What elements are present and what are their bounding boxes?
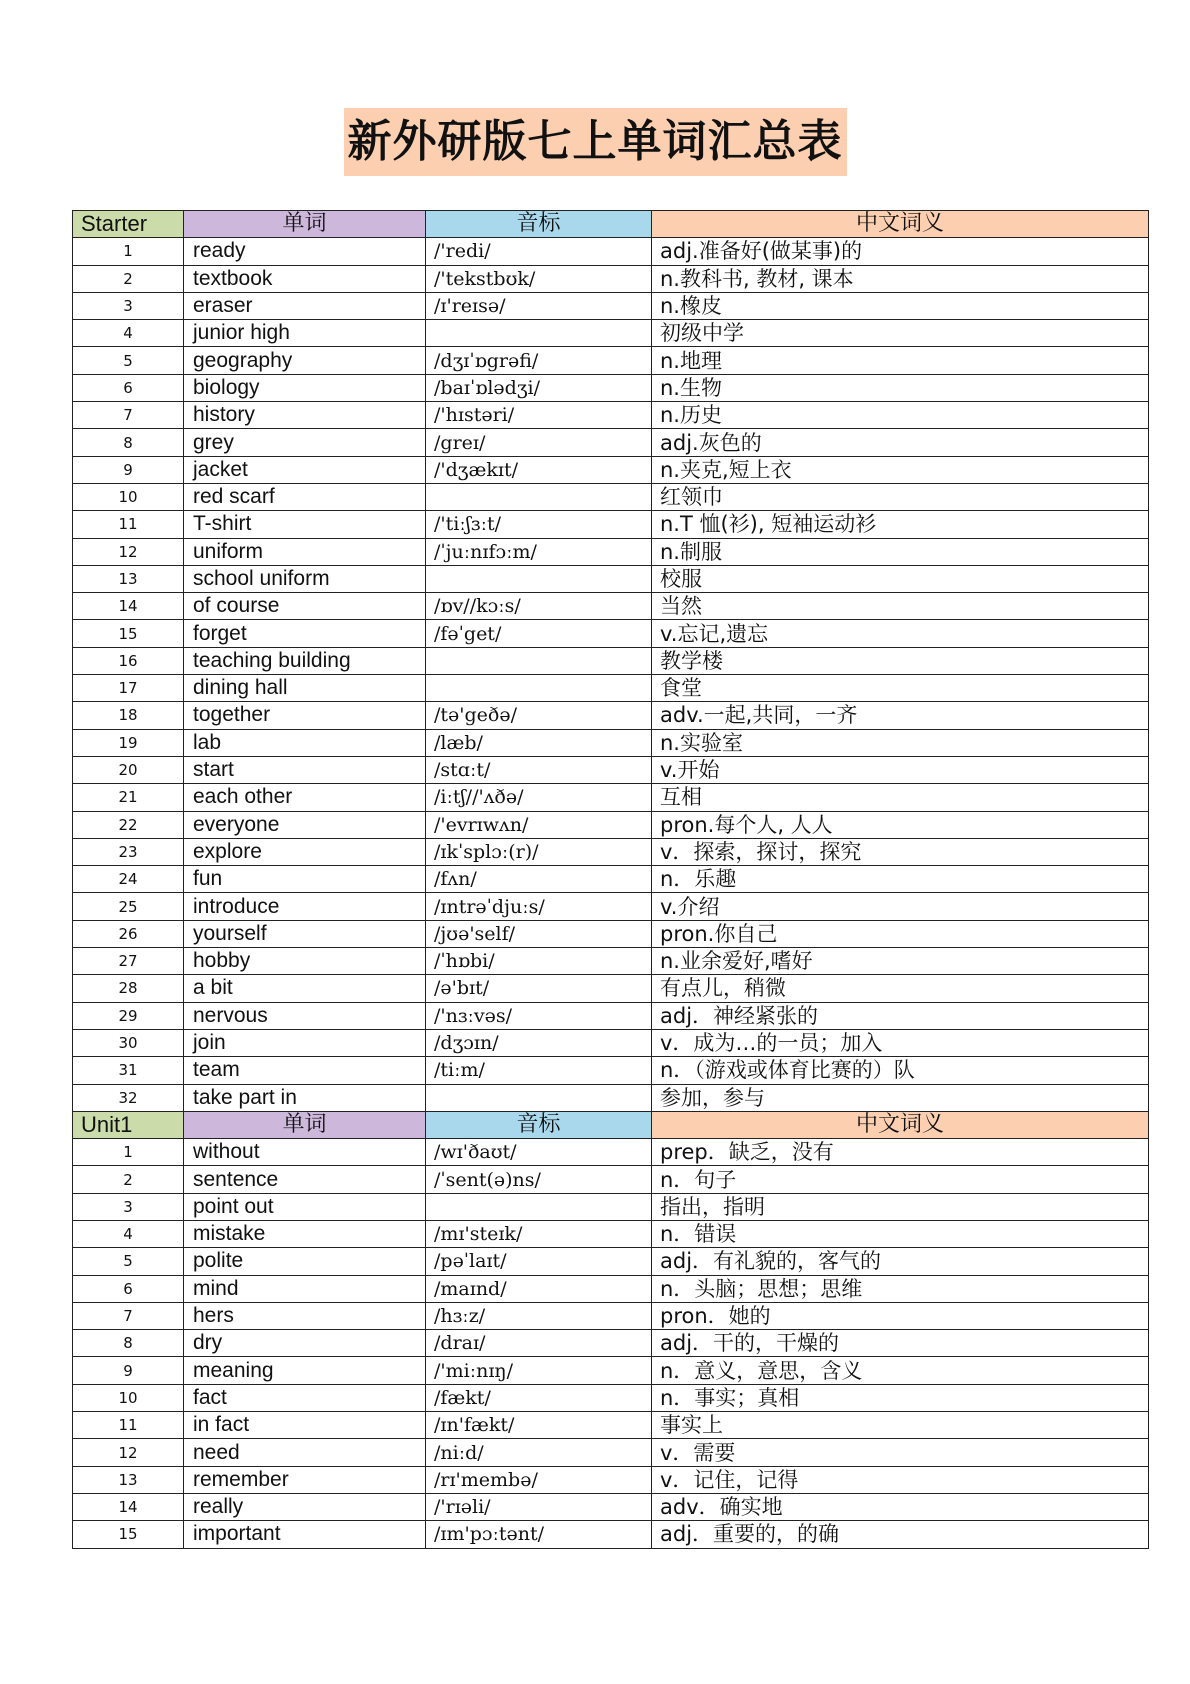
phonetic-transcription: /stɑːt/ bbox=[426, 756, 652, 783]
phonetic-transcription: /ˈsent(ə)ns/ bbox=[426, 1166, 652, 1193]
chinese-meaning: v.忘记,遗忘 bbox=[652, 620, 1149, 647]
phonetic-transcription: /tiːm/ bbox=[426, 1057, 652, 1084]
phonetic-transcription: /dʒɪˈɒgrəfi/ bbox=[426, 347, 652, 374]
chinese-meaning: n．错误 bbox=[652, 1220, 1149, 1247]
ipa-column-header: 音标 bbox=[426, 1111, 652, 1138]
row-number: 13 bbox=[73, 1466, 184, 1493]
word-column-header: 单词 bbox=[184, 211, 426, 238]
section-header-row bbox=[73, 211, 1149, 238]
table-row bbox=[73, 729, 1149, 756]
chinese-meaning: pron.你自己 bbox=[652, 920, 1149, 947]
english-word: fact bbox=[184, 1384, 426, 1411]
chinese-meaning: n．乐趣 bbox=[652, 866, 1149, 893]
chinese-meaning: n.实验室 bbox=[652, 729, 1149, 756]
phonetic-transcription bbox=[426, 565, 652, 592]
english-word: really bbox=[184, 1493, 426, 1520]
chinese-meaning: adj．有礼貌的，客气的 bbox=[652, 1248, 1149, 1275]
chinese-meaning: 红领巾 bbox=[652, 483, 1149, 510]
row-number: 8 bbox=[73, 1330, 184, 1357]
row-number: 2 bbox=[73, 265, 184, 292]
english-word: each other bbox=[184, 784, 426, 811]
row-number: 9 bbox=[73, 1357, 184, 1384]
table-row bbox=[73, 1302, 1149, 1329]
row-number: 22 bbox=[73, 811, 184, 838]
chinese-meaning: 有点儿，稍微 bbox=[652, 975, 1149, 1002]
phonetic-transcription: /ɪkˈsplɔː(r)/ bbox=[426, 838, 652, 865]
phonetic-transcription: /rɪ'membə/ bbox=[426, 1466, 652, 1493]
phonetic-transcription: /ˈjuːnɪfɔːm/ bbox=[426, 538, 652, 565]
table-row bbox=[73, 1439, 1149, 1466]
english-word: forget bbox=[184, 620, 426, 647]
table-row bbox=[73, 1193, 1149, 1220]
row-number: 3 bbox=[73, 292, 184, 319]
english-word: sentence bbox=[184, 1166, 426, 1193]
english-word: lab bbox=[184, 729, 426, 756]
table-row bbox=[73, 538, 1149, 565]
english-word: fun bbox=[184, 866, 426, 893]
english-word: mistake bbox=[184, 1220, 426, 1247]
row-number: 7 bbox=[73, 1302, 184, 1329]
row-number: 1 bbox=[73, 1139, 184, 1166]
phonetic-transcription bbox=[426, 675, 652, 702]
phonetic-transcription: /'tiːʃɜːt/ bbox=[426, 511, 652, 538]
phonetic-transcription: /'nɜːvəs/ bbox=[426, 1002, 652, 1029]
english-word: hers bbox=[184, 1302, 426, 1329]
row-number: 27 bbox=[73, 948, 184, 975]
phonetic-transcription: /'dʒækɪt/ bbox=[426, 456, 652, 483]
english-word: of course bbox=[184, 593, 426, 620]
english-word: uniform bbox=[184, 538, 426, 565]
english-word: together bbox=[184, 702, 426, 729]
table-row bbox=[73, 565, 1149, 592]
chinese-meaning: v．成为…的一员；加入 bbox=[652, 1029, 1149, 1056]
phonetic-transcription: /'redi/ bbox=[426, 238, 652, 265]
phonetic-transcription: /fækt/ bbox=[426, 1384, 652, 1411]
chinese-meaning: n．句子 bbox=[652, 1166, 1149, 1193]
row-number: 6 bbox=[73, 374, 184, 401]
row-number: 28 bbox=[73, 975, 184, 1002]
chinese-meaning: n．意义，意思，含义 bbox=[652, 1357, 1149, 1384]
english-word: remember bbox=[184, 1466, 426, 1493]
english-word: in fact bbox=[184, 1412, 426, 1439]
vocabulary-table bbox=[72, 210, 1149, 1549]
phonetic-transcription bbox=[426, 1193, 652, 1220]
row-number: 12 bbox=[73, 1439, 184, 1466]
english-word: join bbox=[184, 1029, 426, 1056]
english-word: jacket bbox=[184, 456, 426, 483]
table-row bbox=[73, 456, 1149, 483]
english-word: nervous bbox=[184, 1002, 426, 1029]
english-word: introduce bbox=[184, 893, 426, 920]
row-number: 24 bbox=[73, 866, 184, 893]
english-word: team bbox=[184, 1057, 426, 1084]
table-row bbox=[73, 1521, 1149, 1548]
chinese-meaning: n．事实；真相 bbox=[652, 1384, 1149, 1411]
row-number: 10 bbox=[73, 1384, 184, 1411]
row-number: 5 bbox=[73, 1248, 184, 1275]
english-word: explore bbox=[184, 838, 426, 865]
row-number: 11 bbox=[73, 511, 184, 538]
phonetic-transcription: /fʌn/ bbox=[426, 866, 652, 893]
row-number: 14 bbox=[73, 1493, 184, 1520]
phonetic-transcription: /'evrɪwʌn/ bbox=[426, 811, 652, 838]
chinese-meaning: adj．干的，干燥的 bbox=[652, 1330, 1149, 1357]
english-word: geography bbox=[184, 347, 426, 374]
phonetic-transcription: /'tekstbʊk/ bbox=[426, 265, 652, 292]
phonetic-transcription: /baɪˈɒlədʒi/ bbox=[426, 374, 652, 401]
row-number: 30 bbox=[73, 1029, 184, 1056]
phonetic-transcription: /maɪnd/ bbox=[426, 1275, 652, 1302]
row-number: 9 bbox=[73, 456, 184, 483]
table-row bbox=[73, 756, 1149, 783]
english-word: start bbox=[184, 756, 426, 783]
row-number: 20 bbox=[73, 756, 184, 783]
english-word: grey bbox=[184, 429, 426, 456]
table-row bbox=[73, 1466, 1149, 1493]
table-row bbox=[73, 1412, 1149, 1439]
row-number: 11 bbox=[73, 1412, 184, 1439]
title-wrapper bbox=[0, 108, 1190, 176]
english-word: hobby bbox=[184, 948, 426, 975]
row-number: 4 bbox=[73, 320, 184, 347]
english-word: eraser bbox=[184, 292, 426, 319]
table-row bbox=[73, 1166, 1149, 1193]
table-row bbox=[73, 593, 1149, 620]
phonetic-transcription: /iːtʃ//'ʌðə/ bbox=[426, 784, 652, 811]
chinese-meaning: 校服 bbox=[652, 565, 1149, 592]
word-column-header: 单词 bbox=[184, 1111, 426, 1138]
phonetic-transcription: /'rɪəli/ bbox=[426, 1493, 652, 1520]
chinese-meaning: v.介绍 bbox=[652, 893, 1149, 920]
chinese-meaning: v．需要 bbox=[652, 1439, 1149, 1466]
phonetic-transcription: /ˈhɒbi/ bbox=[426, 948, 652, 975]
table-row bbox=[73, 374, 1149, 401]
table-row bbox=[73, 483, 1149, 510]
ipa-column-header: 音标 bbox=[426, 211, 652, 238]
english-word: school uniform bbox=[184, 565, 426, 592]
chinese-meaning: n.业余爱好,嗜好 bbox=[652, 948, 1149, 975]
table-row bbox=[73, 238, 1149, 265]
english-word: without bbox=[184, 1139, 426, 1166]
table-row bbox=[73, 675, 1149, 702]
english-word: biology bbox=[184, 374, 426, 401]
phonetic-transcription: /ɪm'pɔːtənt/ bbox=[426, 1521, 652, 1548]
phonetic-transcription: /mɪ'steɪk/ bbox=[426, 1220, 652, 1247]
row-number: 15 bbox=[73, 620, 184, 647]
phonetic-transcription: /wɪ'ðaʊt/ bbox=[426, 1139, 652, 1166]
phonetic-transcription: /greɪ/ bbox=[426, 429, 652, 456]
english-word: dining hall bbox=[184, 675, 426, 702]
english-word: meaning bbox=[184, 1357, 426, 1384]
table-row bbox=[73, 265, 1149, 292]
chinese-meaning: adj.灰色的 bbox=[652, 429, 1149, 456]
row-number: 16 bbox=[73, 647, 184, 674]
table-row bbox=[73, 1029, 1149, 1056]
chinese-meaning: pron．她的 bbox=[652, 1302, 1149, 1329]
chinese-meaning: n.夹克,短上衣 bbox=[652, 456, 1149, 483]
phonetic-transcription bbox=[426, 320, 652, 347]
phonetic-transcription: /'miːnɪŋ/ bbox=[426, 1357, 652, 1384]
table-row bbox=[73, 838, 1149, 865]
phonetic-transcription: /hɜːz/ bbox=[426, 1302, 652, 1329]
table-row bbox=[73, 1248, 1149, 1275]
english-word: yourself bbox=[184, 920, 426, 947]
table-row bbox=[73, 1330, 1149, 1357]
row-number: 6 bbox=[73, 1275, 184, 1302]
table-row bbox=[73, 1084, 1149, 1111]
chinese-meaning: 当然 bbox=[652, 593, 1149, 620]
row-number: 8 bbox=[73, 429, 184, 456]
table-row bbox=[73, 292, 1149, 319]
table-row bbox=[73, 1139, 1149, 1166]
table-row bbox=[73, 784, 1149, 811]
row-number: 13 bbox=[73, 565, 184, 592]
phonetic-transcription: /dʒɔɪn/ bbox=[426, 1029, 652, 1056]
english-word: junior high bbox=[184, 320, 426, 347]
row-number: 26 bbox=[73, 920, 184, 947]
table-row bbox=[73, 893, 1149, 920]
row-number: 31 bbox=[73, 1057, 184, 1084]
chinese-meaning: n.橡皮 bbox=[652, 292, 1149, 319]
chinese-meaning: v.开始 bbox=[652, 756, 1149, 783]
chinese-meaning: adj.准备好(做某事)的 bbox=[652, 238, 1149, 265]
phonetic-transcription bbox=[426, 647, 652, 674]
phonetic-transcription: /jʊə'self/ bbox=[426, 920, 652, 947]
english-word: take part in bbox=[184, 1084, 426, 1111]
section-name: Unit1 bbox=[73, 1111, 184, 1138]
section-header-row bbox=[73, 1111, 1149, 1138]
table-row bbox=[73, 647, 1149, 674]
section-name: Starter bbox=[73, 211, 184, 238]
table-row bbox=[73, 402, 1149, 429]
phonetic-transcription: /niːd/ bbox=[426, 1439, 652, 1466]
row-number: 5 bbox=[73, 347, 184, 374]
english-word: everyone bbox=[184, 811, 426, 838]
row-number: 19 bbox=[73, 729, 184, 756]
row-number: 14 bbox=[73, 593, 184, 620]
chinese-column-header: 中文词义 bbox=[652, 211, 1149, 238]
table-row bbox=[73, 866, 1149, 893]
english-word: polite bbox=[184, 1248, 426, 1275]
table-row bbox=[73, 620, 1149, 647]
row-number: 17 bbox=[73, 675, 184, 702]
chinese-meaning: 互相 bbox=[652, 784, 1149, 811]
phonetic-transcription: /ɒv//kɔːs/ bbox=[426, 593, 652, 620]
english-word: ready bbox=[184, 238, 426, 265]
chinese-meaning: v．探索，探讨，探究 bbox=[652, 838, 1149, 865]
table-row bbox=[73, 811, 1149, 838]
chinese-meaning: 初级中学 bbox=[652, 320, 1149, 347]
table-row bbox=[73, 975, 1149, 1002]
chinese-column-header: 中文词义 bbox=[652, 1111, 1149, 1138]
english-word: a bit bbox=[184, 975, 426, 1002]
row-number: 2 bbox=[73, 1166, 184, 1193]
chinese-meaning: n.地理 bbox=[652, 347, 1149, 374]
english-word: history bbox=[184, 402, 426, 429]
row-number: 29 bbox=[73, 1002, 184, 1029]
english-word: dry bbox=[184, 1330, 426, 1357]
table-row bbox=[73, 1384, 1149, 1411]
table-row bbox=[73, 320, 1149, 347]
vocabulary-table-body bbox=[73, 211, 1149, 1549]
phonetic-transcription bbox=[426, 1084, 652, 1111]
row-number: 21 bbox=[73, 784, 184, 811]
chinese-meaning: 指出，指明 bbox=[652, 1193, 1149, 1220]
row-number: 15 bbox=[73, 1521, 184, 1548]
row-number: 18 bbox=[73, 702, 184, 729]
table-row bbox=[73, 1493, 1149, 1520]
chinese-meaning: adj．神经紧张的 bbox=[652, 1002, 1149, 1029]
table-row bbox=[73, 429, 1149, 456]
chinese-meaning: adv．确实地 bbox=[652, 1493, 1149, 1520]
table-row bbox=[73, 1275, 1149, 1302]
chinese-meaning: 参加，参与 bbox=[652, 1084, 1149, 1111]
chinese-meaning: 事实上 bbox=[652, 1412, 1149, 1439]
english-word: important bbox=[184, 1521, 426, 1548]
table-row bbox=[73, 702, 1149, 729]
chinese-meaning: n.教科书, 教材, 课本 bbox=[652, 265, 1149, 292]
phonetic-transcription: /fəˈget/ bbox=[426, 620, 652, 647]
phonetic-transcription: /pəˈlaɪt/ bbox=[426, 1248, 652, 1275]
chinese-meaning: n．（游戏或体育比赛的）队 bbox=[652, 1057, 1149, 1084]
row-number: 25 bbox=[73, 893, 184, 920]
phonetic-transcription: /ɪntrəˈdjuːs/ bbox=[426, 893, 652, 920]
table-row bbox=[73, 920, 1149, 947]
row-number: 7 bbox=[73, 402, 184, 429]
chinese-meaning: pron.每个人, 人人 bbox=[652, 811, 1149, 838]
chinese-meaning: 教学楼 bbox=[652, 647, 1149, 674]
phonetic-transcription: /ɪn'fækt/ bbox=[426, 1412, 652, 1439]
table-row bbox=[73, 511, 1149, 538]
chinese-meaning: n.生物 bbox=[652, 374, 1149, 401]
row-number: 1 bbox=[73, 238, 184, 265]
english-word: mind bbox=[184, 1275, 426, 1302]
chinese-meaning: n.T 恤(衫), 短袖运动衫 bbox=[652, 511, 1149, 538]
phonetic-transcription: /ə'bɪt/ bbox=[426, 975, 652, 1002]
page-title: 新外研版七上单词汇总表 bbox=[344, 108, 847, 176]
chinese-meaning: n.制服 bbox=[652, 538, 1149, 565]
english-word: red scarf bbox=[184, 483, 426, 510]
english-word: teaching building bbox=[184, 647, 426, 674]
phonetic-transcription: /læb/ bbox=[426, 729, 652, 756]
phonetic-transcription: /tə'geðə/ bbox=[426, 702, 652, 729]
row-number: 10 bbox=[73, 483, 184, 510]
table-row bbox=[73, 347, 1149, 374]
chinese-meaning: adj．重要的，的确 bbox=[652, 1521, 1149, 1548]
english-word: need bbox=[184, 1439, 426, 1466]
english-word: textbook bbox=[184, 265, 426, 292]
table-row bbox=[73, 948, 1149, 975]
chinese-meaning: n.历史 bbox=[652, 402, 1149, 429]
chinese-meaning: adv.一起,共同，一齐 bbox=[652, 702, 1149, 729]
english-word: T-shirt bbox=[184, 511, 426, 538]
table-row bbox=[73, 1220, 1149, 1247]
table-row bbox=[73, 1357, 1149, 1384]
english-word: point out bbox=[184, 1193, 426, 1220]
phonetic-transcription: /'hɪstəri/ bbox=[426, 402, 652, 429]
row-number: 23 bbox=[73, 838, 184, 865]
row-number: 12 bbox=[73, 538, 184, 565]
phonetic-transcription: /draɪ/ bbox=[426, 1330, 652, 1357]
row-number: 4 bbox=[73, 1220, 184, 1247]
chinese-meaning: v．记住，记得 bbox=[652, 1466, 1149, 1493]
row-number: 32 bbox=[73, 1084, 184, 1111]
chinese-meaning: prep．缺乏，没有 bbox=[652, 1139, 1149, 1166]
chinese-meaning: n．头脑；思想；思维 bbox=[652, 1275, 1149, 1302]
chinese-meaning: 食堂 bbox=[652, 675, 1149, 702]
phonetic-transcription: /ɪ'reɪsə/ bbox=[426, 292, 652, 319]
table-row bbox=[73, 1057, 1149, 1084]
row-number: 3 bbox=[73, 1193, 184, 1220]
phonetic-transcription bbox=[426, 483, 652, 510]
table-row bbox=[73, 1002, 1149, 1029]
